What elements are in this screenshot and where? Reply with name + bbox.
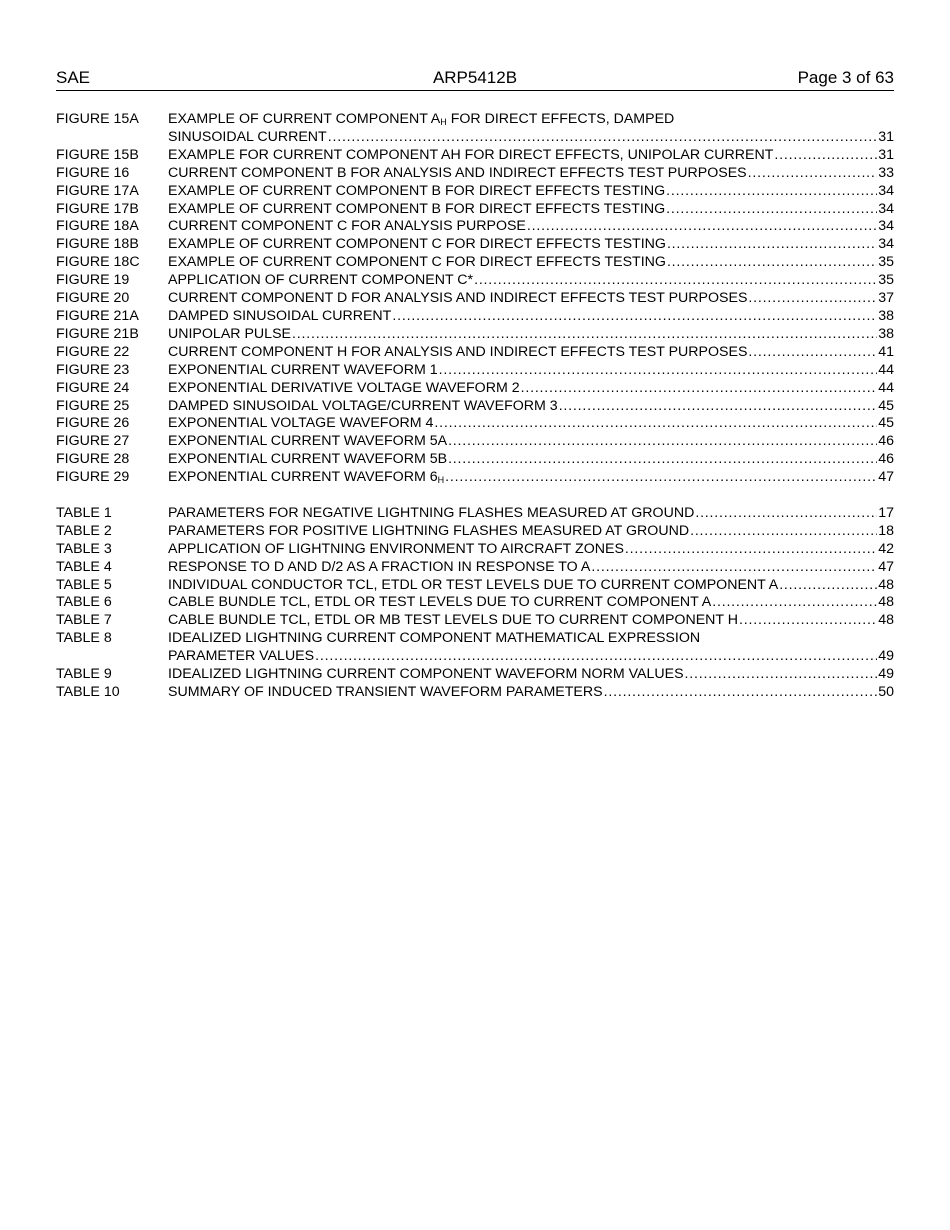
dot-leader xyxy=(685,666,878,684)
toc-entry-table-8 xyxy=(56,630,894,666)
entry-label: FIGURE 15B xyxy=(56,146,139,163)
list-of-tables xyxy=(56,505,894,702)
entry-page: 47 xyxy=(878,558,894,575)
entry-title: CABLE BUNDLE TCL, ETDL OR TEST LEVELS DUE TO CURRENT COMPONENT A xyxy=(168,594,712,611)
dot-leader xyxy=(667,236,877,254)
toc-entry-table-2 xyxy=(56,523,894,541)
toc-entry-figure-15a xyxy=(56,111,894,147)
entry-title: IDEALIZED LIGHTNING CURRENT COMPONENT WAVEFORM NORM VALUES xyxy=(168,666,684,683)
toc-entry-figure-27 xyxy=(56,433,894,451)
entry-label: TABLE 10 xyxy=(56,683,120,700)
table-of-contents xyxy=(56,111,894,702)
toc-entry-figure-18a xyxy=(56,218,894,236)
entry-page: 44 xyxy=(878,361,894,378)
entry-title: EXAMPLE OF CURRENT COMPONENT B FOR DIRECT EFFECTS TESTING xyxy=(168,200,666,217)
entry-label: FIGURE 16 xyxy=(56,164,130,181)
entry-page: 48 xyxy=(878,576,894,593)
entry-label: FIGURE 18C xyxy=(56,254,140,271)
entry-label: FIGURE 29 xyxy=(56,469,130,486)
entry-page: 33 xyxy=(878,164,894,181)
dot-leader xyxy=(474,272,877,290)
toc-entry-figure-18c xyxy=(56,254,894,272)
entry-label: FIGURE 22 xyxy=(56,343,130,360)
entry-label: TABLE 4 xyxy=(56,558,112,575)
toc-entry-figure-22 xyxy=(56,344,894,362)
entry-page: 35 xyxy=(878,272,894,289)
entry-label: FIGURE 20 xyxy=(56,290,130,307)
dot-leader xyxy=(748,165,878,183)
entry-label: TABLE 2 xyxy=(56,522,112,539)
toc-entry-figure-16 xyxy=(56,165,894,183)
title-part: EXAMPLE OF CURRENT COMPONENT A xyxy=(168,111,441,127)
dot-leader xyxy=(392,308,877,326)
toc-entry-table-3 xyxy=(56,541,894,559)
toc-entry-figure-26 xyxy=(56,415,894,433)
entry-label: FIGURE 25 xyxy=(56,397,130,414)
entry-title: EXPONENTIAL CURRENT WAVEFORM 5B xyxy=(168,451,448,468)
entry-label: FIGURE 23 xyxy=(56,361,130,378)
dot-leader xyxy=(521,380,878,398)
entry-title-line2: PARAMETER VALUES xyxy=(168,648,315,665)
entry-label: FIGURE 19 xyxy=(56,272,130,289)
entry-page: 47 xyxy=(878,469,894,486)
dot-leader xyxy=(292,326,877,344)
toc-entry-table-7 xyxy=(56,612,894,630)
entry-title: APPLICATION OF LIGHTNING ENVIRONMENT TO AIRCRAFT ZONES xyxy=(168,540,624,557)
dot-leader xyxy=(315,648,877,666)
toc-entry-table-6 xyxy=(56,594,894,612)
toc-entry-figure-28 xyxy=(56,451,894,469)
entry-page: 34 xyxy=(878,200,894,217)
toc-entry-figure-17a xyxy=(56,183,894,201)
toc-entry-figure-17b xyxy=(56,201,894,219)
entry-page: 49 xyxy=(878,666,894,683)
toc-entry-figure-15b xyxy=(56,147,894,165)
entry-title: INDIVIDUAL CONDUCTOR TCL, ETDL OR TEST LEVELS DUE TO CURRENT COMPONENT A xyxy=(168,576,779,593)
title-part: EXPONENTIAL CURRENT WAVEFORM 6 xyxy=(168,469,438,486)
entry-label: FIGURE 17A xyxy=(56,182,139,199)
entry-title-line1: IDEALIZED LIGHTNING CURRENT COMPONENT MATHEMATICAL EXPRESSION xyxy=(168,630,701,647)
entry-title: EXPONENTIAL CURRENT WAVEFORM 5A xyxy=(168,433,448,450)
toc-entry-figure-19 xyxy=(56,272,894,290)
entry-page: 38 xyxy=(878,325,894,342)
entry-page: 35 xyxy=(878,254,894,271)
dot-leader xyxy=(439,362,878,380)
dot-leader xyxy=(604,684,878,702)
entry-label: FIGURE 21A xyxy=(56,307,139,324)
header-org: SAE xyxy=(56,68,91,87)
entry-title: UNIPOLAR PULSE xyxy=(168,325,291,342)
dot-leader xyxy=(559,398,878,416)
entry-page: 48 xyxy=(878,594,894,611)
entry-title xyxy=(168,469,444,487)
list-of-figures xyxy=(56,111,894,487)
entry-title: DAMPED SINUSOIDAL CURRENT xyxy=(168,307,392,324)
toc-entry-figure-29 xyxy=(56,469,894,487)
entry-page: 34 xyxy=(878,218,894,235)
dot-leader xyxy=(527,218,877,236)
entry-title: EXPONENTIAL VOLTAGE WAVEFORM 4 xyxy=(168,415,434,432)
entry-title: CABLE BUNDLE TCL, ETDL OR MB TEST LEVELS DUE TO CURRENT COMPONENT H xyxy=(168,612,738,629)
dot-leader xyxy=(625,541,877,559)
entry-page: 18 xyxy=(878,522,894,539)
toc-entry-figure-18b xyxy=(56,236,894,254)
entry-label: FIGURE 17B xyxy=(56,200,139,217)
entry-title: EXAMPLE FOR CURRENT COMPONENT AH FOR DIRECT EFFECTS, UNIPOLAR CURRENT xyxy=(168,146,774,163)
dot-leader xyxy=(748,344,877,362)
entry-label: FIGURE 28 xyxy=(56,451,130,468)
entry-title: EXAMPLE OF CURRENT COMPONENT C FOR DIRECT EFFECTS TESTING xyxy=(168,254,666,271)
entry-page: 42 xyxy=(878,540,894,557)
entry-title: CURRENT COMPONENT D FOR ANALYSIS AND INDIRECT EFFECTS TEST PURPOSES xyxy=(168,290,748,307)
entry-page: 34 xyxy=(878,182,894,199)
toc-entry-table-5 xyxy=(56,577,894,595)
entry-title: CURRENT COMPONENT C FOR ANALYSIS PURPOSE xyxy=(168,218,526,235)
dot-leader xyxy=(448,433,877,451)
dot-leader xyxy=(667,254,877,272)
toc-entry-table-10 xyxy=(56,684,894,702)
toc-entry-figure-23 xyxy=(56,362,894,380)
entry-label: TABLE 3 xyxy=(56,540,112,557)
entry-label: TABLE 8 xyxy=(56,630,112,647)
dot-leader xyxy=(695,505,877,523)
entry-title: DAMPED SINUSOIDAL VOLTAGE/CURRENT WAVEFORM 3 xyxy=(168,397,558,414)
entry-title: RESPONSE TO D AND D/2 AS A FRACTION IN RESPONSE TO A xyxy=(168,558,591,575)
toc-entry-table-9 xyxy=(56,666,894,684)
entry-title: EXAMPLE OF CURRENT COMPONENT C FOR DIRECT EFFECTS TESTING xyxy=(168,236,666,253)
entry-page: 37 xyxy=(878,290,894,307)
entry-title: PARAMETERS FOR POSITIVE LIGHTNING FLASHES MEASURED AT GROUND xyxy=(168,522,690,539)
entry-page: 17 xyxy=(878,504,894,521)
toc-entry-figure-25 xyxy=(56,398,894,416)
toc-entry-figure-21a xyxy=(56,308,894,326)
entry-label: TABLE 7 xyxy=(56,612,112,629)
toc-entry-figure-20 xyxy=(56,290,894,308)
toc-entry-table-4 xyxy=(56,559,894,577)
dot-leader xyxy=(666,201,877,219)
entry-title: APPLICATION OF CURRENT COMPONENT C* xyxy=(168,272,474,289)
entry-label: TABLE 5 xyxy=(56,576,112,593)
entry-page: 34 xyxy=(878,236,894,253)
entry-title: SUMMARY OF INDUCED TRANSIENT WAVEFORM PARAMETERS xyxy=(168,683,603,700)
title-part: FOR DIRECT EFFECTS, DAMPED xyxy=(446,111,675,127)
entry-page: 41 xyxy=(878,343,894,360)
entry-label: FIGURE 18A xyxy=(56,218,139,235)
entry-page: 48 xyxy=(878,612,894,629)
entry-page: 31 xyxy=(878,146,894,163)
header-page-number: Page 3 of 63 xyxy=(797,68,894,87)
entry-title: EXAMPLE OF CURRENT COMPONENT B FOR DIRECT EFFECTS TESTING xyxy=(168,182,666,199)
dot-leader xyxy=(666,183,877,201)
entry-title: EXPONENTIAL DERIVATIVE VOLTAGE WAVEFORM 2 xyxy=(168,379,520,396)
entry-title: EXPONENTIAL CURRENT WAVEFORM 1 xyxy=(168,361,438,378)
entry-page: 46 xyxy=(878,451,894,468)
title-subscript: H xyxy=(437,475,445,486)
entry-title: PARAMETERS FOR NEGATIVE LIGHTNING FLASHES MEASURED AT GROUND xyxy=(168,504,695,521)
entry-page: 46 xyxy=(878,433,894,450)
entry-label: TABLE 9 xyxy=(56,666,112,683)
dot-leader xyxy=(448,451,877,469)
toc-entry-table-1 xyxy=(56,505,894,523)
dot-leader xyxy=(434,415,877,433)
entry-label: FIGURE 21B xyxy=(56,325,139,342)
dot-leader xyxy=(739,612,877,630)
toc-entry-figure-24 xyxy=(56,380,894,398)
dot-leader xyxy=(328,129,878,147)
entry-page: 45 xyxy=(878,415,894,432)
dot-leader xyxy=(690,523,877,541)
entry-page: 38 xyxy=(878,307,894,324)
dot-leader xyxy=(445,469,877,487)
entry-label: TABLE 6 xyxy=(56,594,112,611)
entry-label: FIGURE 24 xyxy=(56,379,130,396)
entry-page: 49 xyxy=(878,648,894,665)
entry-title: CURRENT COMPONENT H FOR ANALYSIS AND INDIRECT EFFECTS TEST PURPOSES xyxy=(168,343,748,360)
entry-label: TABLE 1 xyxy=(56,504,112,521)
entry-page: 44 xyxy=(878,379,894,396)
entry-label: FIGURE 18B xyxy=(56,236,139,253)
dot-leader xyxy=(591,559,877,577)
header-doc-number: ARP5412B xyxy=(432,68,518,87)
entry-title: CURRENT COMPONENT B FOR ANALYSIS AND INDIRECT EFFECTS TEST PURPOSES xyxy=(168,164,747,181)
document-page xyxy=(56,68,894,702)
entry-title-line2: SINUSOIDAL CURRENT xyxy=(168,128,327,145)
entry-label: FIGURE 26 xyxy=(56,415,130,432)
page-header xyxy=(56,68,894,91)
dot-leader xyxy=(712,594,877,612)
entry-title-line1 xyxy=(168,111,674,129)
dot-leader xyxy=(779,577,877,595)
entry-label: FIGURE 15A xyxy=(56,111,139,127)
title-subscript: H xyxy=(440,117,447,127)
dot-leader xyxy=(774,147,877,165)
dot-leader xyxy=(748,290,877,308)
entry-page: 50 xyxy=(878,683,894,700)
entry-page: 31 xyxy=(878,128,894,145)
entry-page: 45 xyxy=(878,397,894,414)
entry-label: FIGURE 27 xyxy=(56,433,130,450)
toc-entry-figure-21b xyxy=(56,326,894,344)
